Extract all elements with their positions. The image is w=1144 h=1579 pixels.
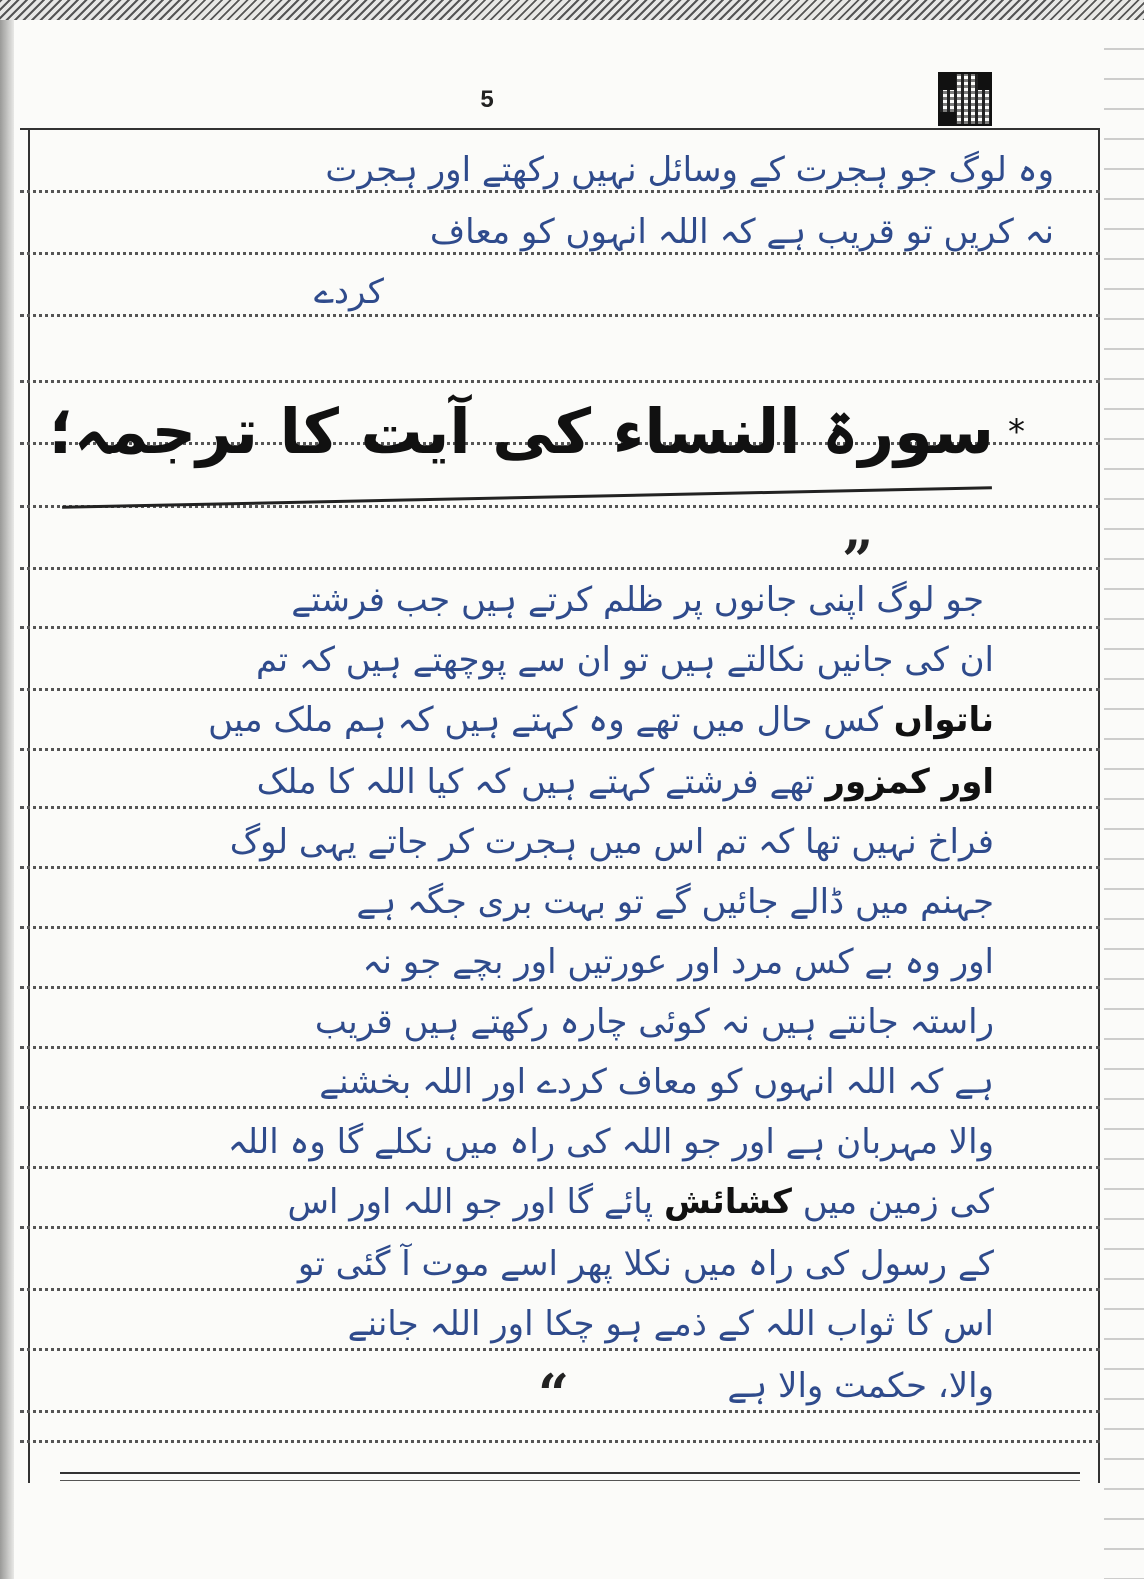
- right-binding-edge: [1104, 20, 1144, 1579]
- closing-quote: “: [538, 1362, 570, 1426]
- top-edge-hatching: [0, 0, 1144, 20]
- ruled-line: [20, 190, 1100, 193]
- translation-line: والا مہربان ہے اور جو اللہ کی راہ میں نکلے گا وہ اللہ: [227, 1122, 994, 1162]
- section-heading: سورۃ النساء کی آیت کا ترجمہ؛: [48, 395, 994, 468]
- heading-marker: *: [1008, 412, 1025, 452]
- translation-line: والا، حکمت والا ہے: [727, 1366, 994, 1406]
- ruled-line: [20, 748, 1100, 751]
- translation-line: راستہ جانتے ہیں نہ کوئی چارہ رکھتے ہیں قریب: [314, 1002, 994, 1042]
- translation-text: کی زمین میں: [802, 1182, 994, 1222]
- translation-line: اس کا ثواب اللہ کے ذمے ہو چکا اور اللہ جاننے: [347, 1304, 994, 1344]
- emphasized-word: اور کمزور: [825, 762, 994, 802]
- ruled-line: [20, 1166, 1100, 1169]
- translation-line: جہنم میں ڈالے جائیں گے تو بہت بری جگہ ہے: [356, 882, 994, 922]
- ruled-line: [20, 1440, 1100, 1443]
- intro-line: کردے: [313, 272, 384, 312]
- ruled-line: [20, 1046, 1100, 1049]
- translation-text: پائے گا اور جو اللہ اور اس: [287, 1182, 654, 1222]
- ruled-line: [20, 314, 1100, 317]
- translation-line: جو لوگ اپنی جانوں پر ظلم کرتے ہیں جب فرشتے: [291, 580, 984, 620]
- ruled-line: [20, 1348, 1100, 1351]
- opening-quote: ”: [842, 528, 874, 592]
- ruled-line: [20, 1106, 1100, 1109]
- translation-line: [208, 700, 994, 740]
- intro-line: وہ لوگ جو ہجرت کے وسائل نہیں رکھتے اور ہجرت: [325, 150, 1054, 190]
- top-rule: [20, 128, 1100, 130]
- translation-text: تھے فرشتے کہتے ہیں کہ کیا اللہ کا ملک: [256, 762, 815, 802]
- ruled-line: [20, 866, 1100, 869]
- translation-line: فراخ نہیں تھا کہ تم اس میں ہجرت کر جاتے یہی لوگ: [229, 822, 994, 862]
- translation-line: اور وہ بے کس مرد اور عورتیں اور بچے جو نہ: [362, 942, 994, 982]
- ruled-line: [20, 252, 1100, 255]
- translation-line: ان کی جانیں نکالتے ہیں تو ان سے پوچھتے ہیں کہ تم: [255, 640, 994, 680]
- emphasized-word: کشائش: [663, 1182, 792, 1222]
- intro-line: نہ کریں تو قریب ہے کہ اللہ انہوں کو معاف: [429, 212, 1054, 252]
- ruled-line: [20, 1288, 1100, 1291]
- ruled-line: [20, 380, 1100, 383]
- ruled-line: [20, 567, 1100, 570]
- qr-code-icon: [938, 72, 992, 126]
- ruled-line: [20, 926, 1100, 929]
- bottom-rule-secondary: [60, 1480, 1080, 1481]
- ruled-line: [20, 806, 1100, 809]
- ruled-line: [20, 986, 1100, 989]
- emphasized-word: ناتواں: [893, 700, 994, 740]
- bottom-rule: [60, 1472, 1080, 1474]
- ruled-line: [20, 1226, 1100, 1229]
- ruled-line: [20, 688, 1100, 691]
- left-page-edge: [0, 20, 14, 1579]
- page-number: 5: [480, 86, 494, 113]
- ruled-line: [20, 626, 1100, 629]
- translation-line: کے رسول کی راہ میں نکلا پھر اسے موت آ گئی تو: [297, 1244, 994, 1284]
- translation-line: [287, 1182, 994, 1222]
- translation-text: کس حال میں تھے وہ کہتے ہیں کہ ہم ملک میں: [208, 700, 883, 740]
- translation-line: ہے کہ اللہ انہوں کو معاف کردے اور اللہ بخشنے: [319, 1062, 994, 1102]
- translation-line: [257, 762, 994, 802]
